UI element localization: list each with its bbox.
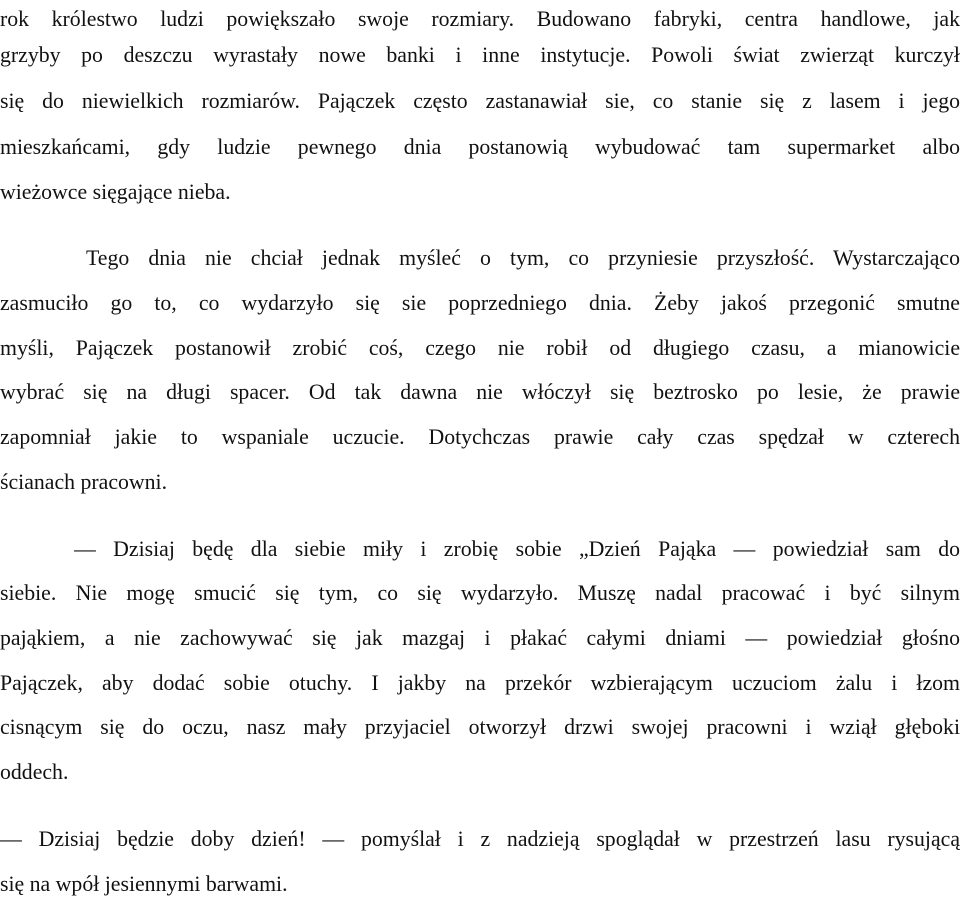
paragraph-3-line-6: oddech. — [0, 760, 69, 784]
paragraph-1-line-3: się do niewielkich rozmiarów. Pajączek często zastanawiał sie, co stanie się z lasem i jego — [0, 89, 960, 113]
paragraph-3-line-3: pająkiem, a nie zachowywać się jak mazgaj i płakać całymi dniami — powiedział głośno — [0, 626, 960, 650]
paragraph-2-line-1: Tego dnia nie chciał jednak myśleć o tym, co przyniesie przyszłość. Wystarczająco — [86, 246, 960, 270]
paragraph-2-line-4: wybrać się na długi spacer. Od tak dawna nie włóczył się beztrosko po lesie, że prawie — [0, 380, 960, 404]
paragraph-2-line-2: zasmuciło go to, co wydarzyło się sie poprzedniego dnia. Żeby jakoś przegonić smutne — [0, 291, 960, 315]
paragraph-3-line-1: — Dzisiaj będę dla siebie miły i zrobię sobie „Dzień Pająka — powiedział sam do — [74, 537, 960, 561]
paragraph-1-line-5: wieżowce sięgające nieba. — [0, 180, 231, 204]
paragraph-4-line-1: — Dzisiaj będzie doby dzień! — pomyślał i z nadzieją spoglądał w przestrzeń lasu rysującą — [0, 827, 960, 851]
paragraph-2-line-5: zapomniał jakie to wspaniale uczucie. Dotychczas prawie cały czas spędzał w czterech — [0, 425, 960, 449]
paragraph-1-line-4: mieszkańcami, gdy ludzie pewnego dnia postanowią wybudować tam supermarket albo — [0, 135, 960, 159]
paragraph-3-line-5: cisnącym się do oczu, nasz mały przyjaciel otworzył drzwi swojej pracowni i wziął głęboki — [0, 715, 960, 739]
paragraph-2-line-3: myśli, Pajączek postanowił zrobić coś, czego nie robił od długiego czasu, a mianowicie — [0, 336, 960, 360]
paragraph-3-line-2: siebie. Nie mogę smucić się tym, co się wydarzyło. Muszę nadal pracować i być silnym — [0, 581, 960, 605]
paragraph-4-line-2: się na wpół jesiennymi barwami. — [0, 872, 288, 896]
paragraph-1-line-1: rok królestwo ludzi powiększało swoje rozmiary. Budowano fabryki, centra handlowe, jak — [0, 7, 960, 31]
paragraph-3-line-4: Pajączek, aby dodać sobie otuchy. I jakby na przekór wzbierającym uczuciom żalu i łzom — [0, 671, 960, 695]
paragraph-2-line-6: ścianach pracowni. — [0, 470, 168, 494]
paragraph-1-line-2: grzyby po deszczu wyrastały nowe banki i inne instytucje. Powoli świat zwierząt kurczył — [0, 43, 960, 67]
